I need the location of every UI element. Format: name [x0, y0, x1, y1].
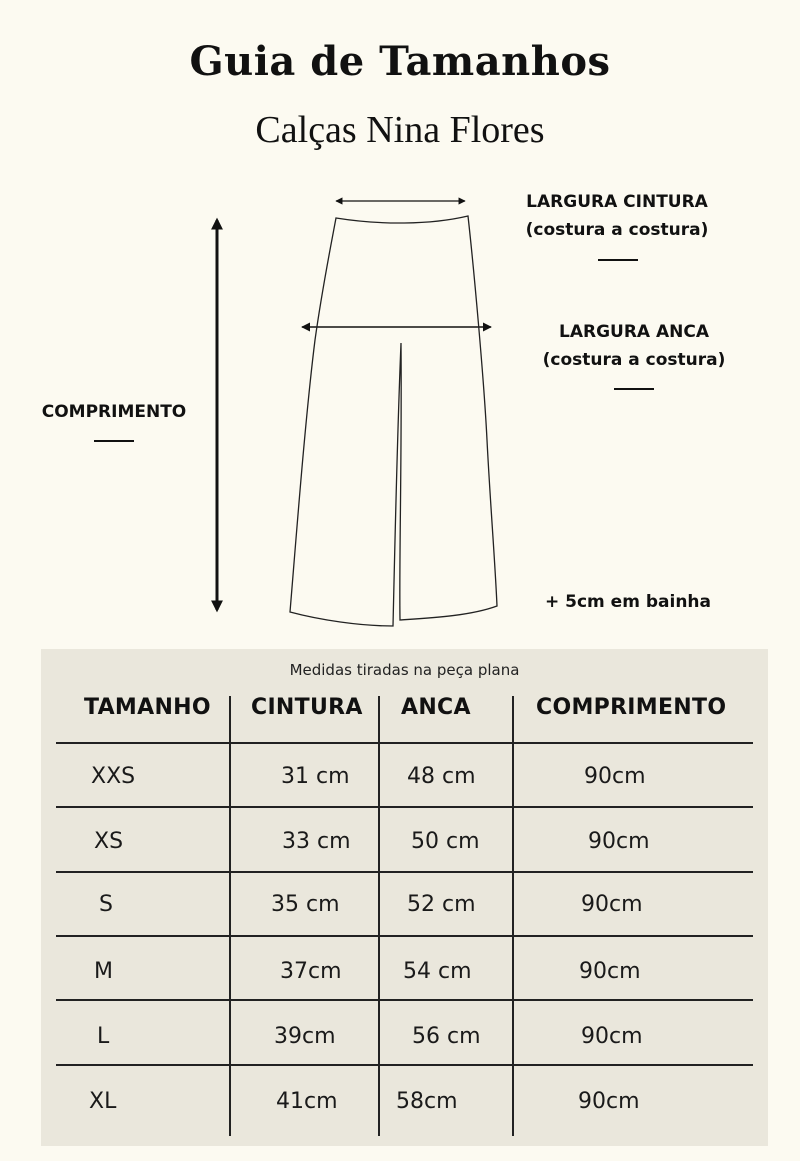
row-divider: [56, 742, 753, 744]
hip-cell: 54 cm: [403, 959, 472, 984]
waist-cell: 31 cm: [281, 764, 350, 789]
row-divider: [56, 806, 753, 808]
row-divider: [56, 1064, 753, 1066]
length-label-dash: [94, 440, 134, 442]
waist-label-line2: (costura a costura): [525, 220, 709, 240]
page-title: Guia de Tamanhos: [189, 38, 611, 85]
size-cell: XXS: [91, 764, 136, 789]
hip-label-line2: (costura a costura): [542, 350, 726, 370]
header-size: TAMANHO: [84, 695, 211, 720]
waist-cell: 35 cm: [271, 892, 340, 917]
size-cell: M: [94, 959, 113, 984]
size-cell: S: [99, 892, 113, 917]
waist-cell: 33 cm: [282, 829, 351, 854]
hip-label: [525, 318, 743, 374]
length-cell: 90cm: [584, 764, 646, 789]
waist-label-dash: [598, 259, 638, 261]
waist-label-line1: LARGURA CINTURA: [526, 192, 708, 212]
header-length: COMPRIMENTO: [536, 695, 727, 720]
waist-cell: 41cm: [276, 1089, 338, 1114]
hip-cell: 58cm: [396, 1089, 458, 1114]
size-table: [41, 649, 768, 1146]
hip-cell: 48 cm: [407, 764, 476, 789]
length-cell: 90cm: [581, 892, 643, 917]
waist-cell: 39cm: [274, 1024, 336, 1049]
length-cell: 90cm: [578, 1089, 640, 1114]
hem-note: + 5cm em bainha: [544, 592, 711, 612]
table-caption: Medidas tiradas na peça plana: [289, 661, 520, 679]
hip-label-line1: LARGURA ANCA: [558, 322, 710, 342]
size-cell: L: [97, 1024, 110, 1049]
length-cell: 90cm: [588, 829, 650, 854]
length-cell: 90cm: [581, 1024, 643, 1049]
length-label: COMPRIMENTO: [41, 402, 187, 422]
column-divider: [229, 696, 231, 1136]
row-divider: [56, 871, 753, 873]
header-hip: ANCA: [401, 695, 471, 720]
hip-cell: 56 cm: [412, 1024, 481, 1049]
size-cell: XS: [94, 829, 124, 854]
column-divider: [378, 696, 380, 1136]
row-divider: [56, 935, 753, 937]
page-subtitle: Calças Nina Flores: [255, 109, 545, 151]
length-cell: 90cm: [579, 959, 641, 984]
size-cell: XL: [89, 1089, 117, 1114]
column-divider: [512, 696, 514, 1136]
hip-cell: 52 cm: [407, 892, 476, 917]
pants-outline: [290, 216, 497, 626]
waist-cell: 37cm: [280, 959, 342, 984]
header-waist: CINTURA: [251, 695, 363, 720]
pants-diagram: [0, 180, 800, 640]
waist-label: [505, 188, 729, 244]
row-divider: [56, 999, 753, 1001]
hip-cell: 50 cm: [411, 829, 480, 854]
hip-label-dash: [614, 388, 654, 390]
